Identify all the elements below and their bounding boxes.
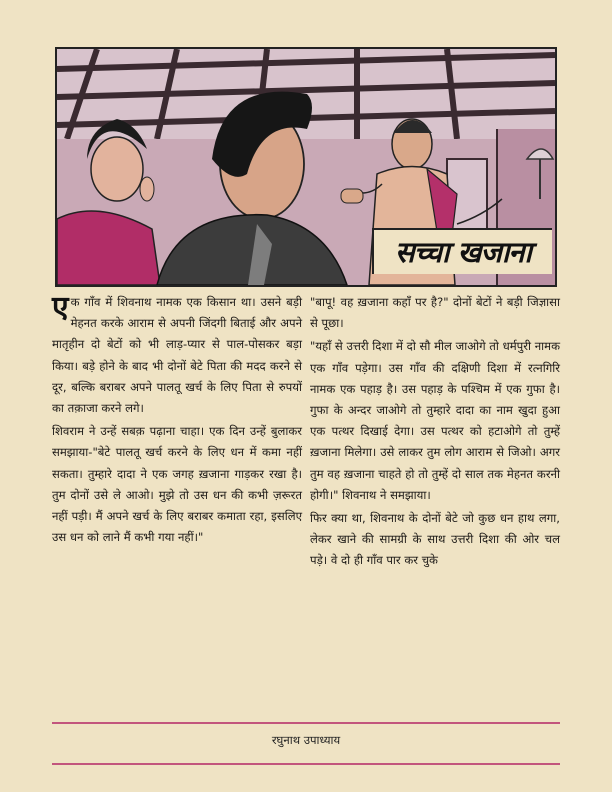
author-credit: रघुनाथ उपाध्याय: [271, 733, 341, 747]
paragraph: [52, 292, 302, 419]
divider-top: [52, 722, 560, 724]
right-column: [310, 292, 560, 572]
paragraph: शिवराम ने उन्हें सबक़ पढ़ाना चाहा। एक दिन उन्हें बुलाकर समझाया-"बेटे पालतू खर्च करने के लिए धन में कमा नहीं सकता। तुम्हारे दादा ने एक जगह ख़जाना गाड़कर रखा है। तुम दोनों उसे ले आओ। मुझे तो उस धन की कभी ज़रूरत नहीं पड़ी। मैं अपने खर्च के लिए बराबर कमाता रहा, इसलिए उस धन को लाने मैं कभी गया नहीं।": [52, 424, 302, 545]
drop-cap: ए: [52, 290, 69, 325]
paragraph: फिर क्या था, शिवनाथ के दोनों बेटे जो कुछ धन हाथ लगा, लेकर खाने की सामग्री के साथ उत्तरी दिशा की ओर चल पड़े। वे दो ही गाँव पार कर चुके: [310, 511, 560, 568]
paragraph-text: क गाँव में शिवनाथ नामक एक किसान था। उसने बड़ी मेहनत करके आराम से अपनी जिंदगी बिताई और अपने मातृहीन दो बेटों को भी लाड़-प्यार से पाल-पोसकर बड़ा किया। बड़े होने के बाद भी दोनों बेटे पिता की मदद करने से दूर, बल्कि बराबर अपने पालतू खर्च के लिए पिता से रुपयों का तक़ाजा करने लगे।: [52, 295, 302, 416]
story-title: सच्चा खजाना: [372, 228, 552, 274]
left-column: [52, 292, 302, 548]
divider-bottom: [52, 763, 560, 765]
paragraph: "बापू! वह ख़जाना कहाँ पर है?" दोनों बेटों ने बड़ी जिज्ञासा से पूछा।: [310, 295, 560, 331]
paragraph: "यहाँ से उत्तरी दिशा में दो सौ मील जाओगे तो धर्मपुरी नामक एक गाँव पड़ेगा। उस गाँव की दक्षिणी दिशा में रत्नगिरि नामक एक पहाड़ है। उस पहाड़ के पश्चिम में एक गुफा है। गुफा के अन्दर जाओगे तो तुम्हारे दादा का नाम खुदा हुआ एक पत्थर दिखाई देगा। उस पत्थर को हटाओगे तो तुम्हें ख़जाना मिलेगा। उसे लाकर तुम लोग आराम से जिओ। अगर तुम वह ख़जाना चाहते हो तो तुम्हें दो साल तक मेहनत करनी होगी।" शिवनाथ ने समझाया।: [310, 339, 560, 502]
